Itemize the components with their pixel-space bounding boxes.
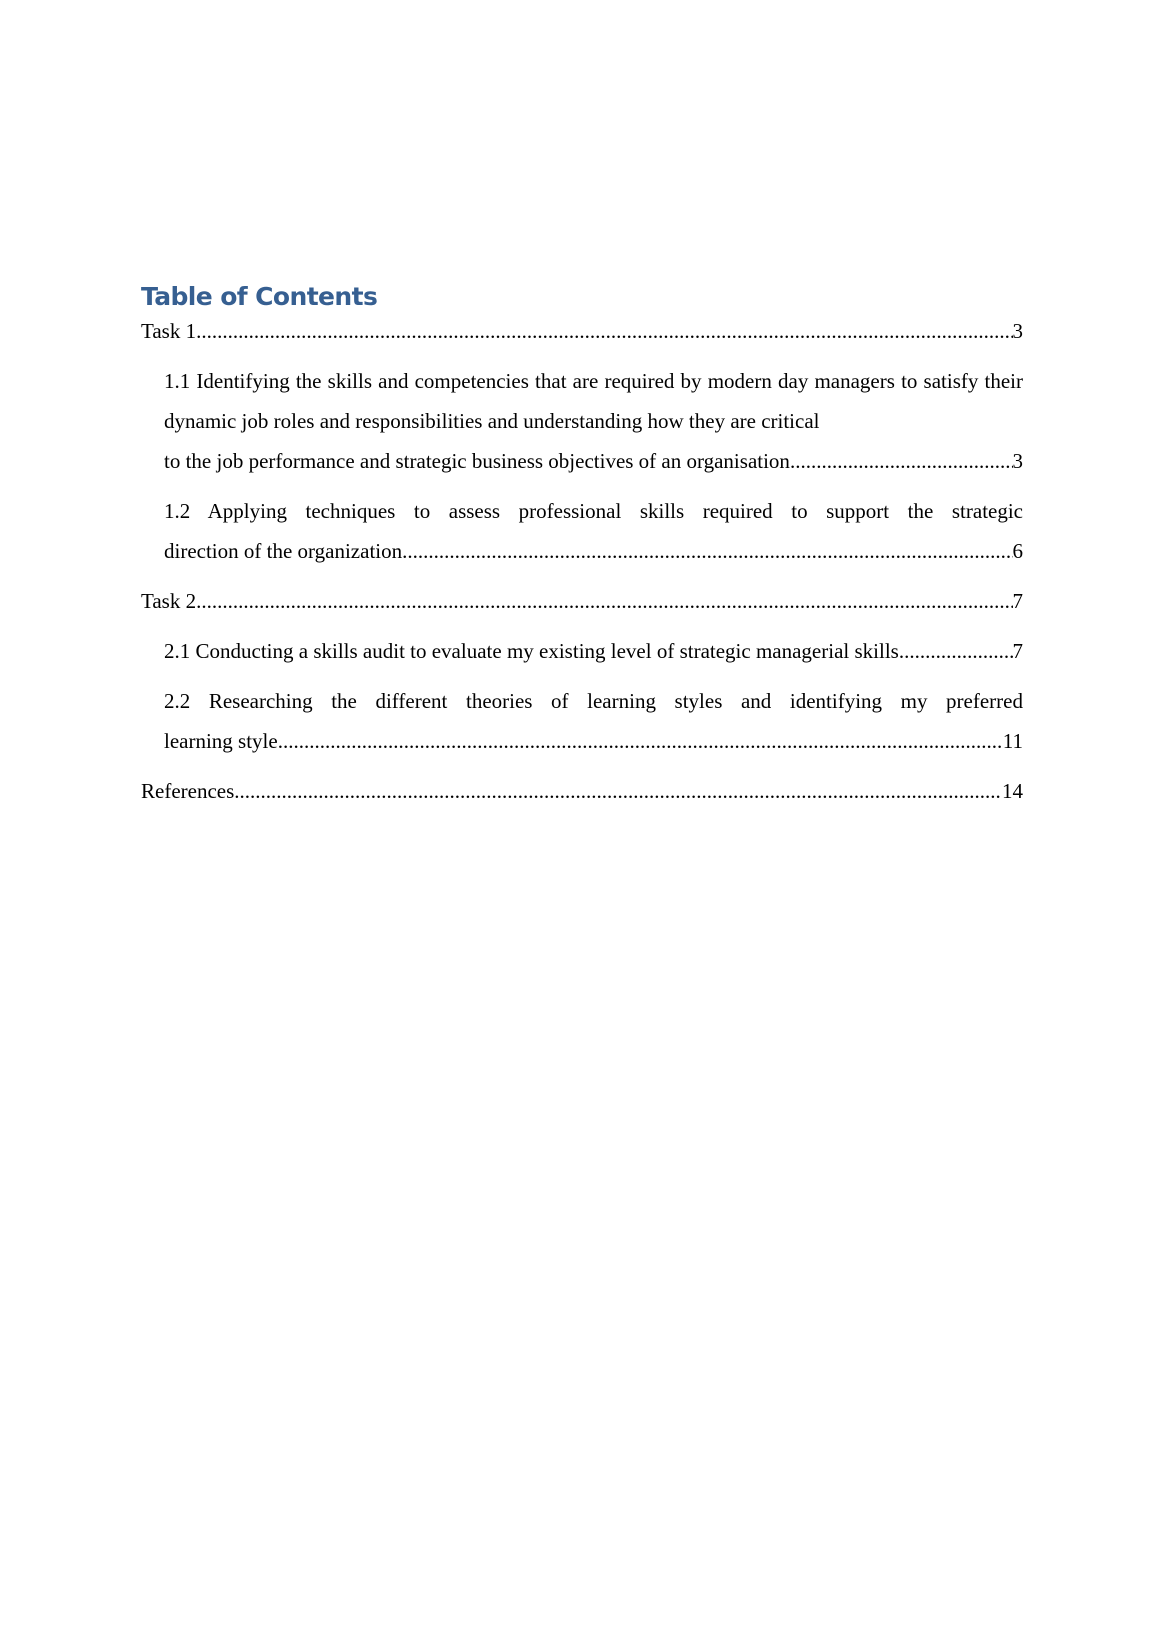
toc-entry-label: 2.2 Researching the different theories of learning styles and identifying my preferred: [164, 689, 1023, 713]
dot-leader: [402, 531, 1012, 571]
toc-entry-task-2[interactable]: [141, 581, 1023, 621]
dot-leader: [196, 311, 1012, 351]
toc-entry-label-continued: direction of the organization: [164, 539, 403, 563]
toc-entry-1-1[interactable]: [164, 361, 1023, 481]
toc-page-number: 3: [1012, 449, 1023, 473]
dot-leader: [234, 771, 1002, 811]
dot-leader: [196, 581, 1012, 621]
toc-entry-label: References: [141, 779, 235, 803]
toc-entry-last-line: [164, 441, 1023, 481]
toc-entry-label-continued: learning style: [164, 729, 278, 753]
toc-entry-label: 2.1 Conducting a skills audit to evaluate my existing level of strategic managerial skills: [164, 639, 899, 663]
toc-entry-label: Task 1: [141, 319, 197, 343]
toc-entry-references[interactable]: [141, 771, 1023, 811]
toc-page-number: 6: [1012, 539, 1023, 563]
dot-leader: [278, 721, 1003, 761]
toc-page-number: 14: [1002, 779, 1023, 803]
toc-entry-label: 1.1 Identifying the skills and competencies that are required by modern day managers to satisfy their dynamic job roles and responsibilities and understanding how they are critical: [164, 369, 1023, 433]
toc-page-number: 3: [1012, 319, 1023, 343]
toc-entry-1-2[interactable]: [164, 491, 1023, 571]
toc-entry-label-continued: to the job performance and strategic business objectives of an organisation: [164, 449, 790, 473]
toc-entry-last-line: [164, 721, 1023, 761]
toc-page-number: 7: [1012, 639, 1023, 663]
toc-entry-label: Task 2: [141, 589, 197, 613]
dot-leader: [790, 441, 1013, 481]
dot-leader: [899, 631, 1013, 671]
toc-title: Table of Contents: [141, 282, 378, 311]
toc-entry-task-1[interactable]: [141, 311, 1023, 351]
toc-entry-last-line: [164, 531, 1023, 571]
toc-entry-2-1[interactable]: [164, 631, 1023, 671]
table-of-contents: [141, 280, 1023, 821]
toc-entry-2-2[interactable]: [164, 681, 1023, 761]
toc-page-number: 7: [1012, 589, 1023, 613]
toc-entry-label: 1.2 Applying techniques to assess professional skills required to support the strategic: [164, 499, 1023, 523]
toc-page-number: 11: [1002, 729, 1023, 753]
